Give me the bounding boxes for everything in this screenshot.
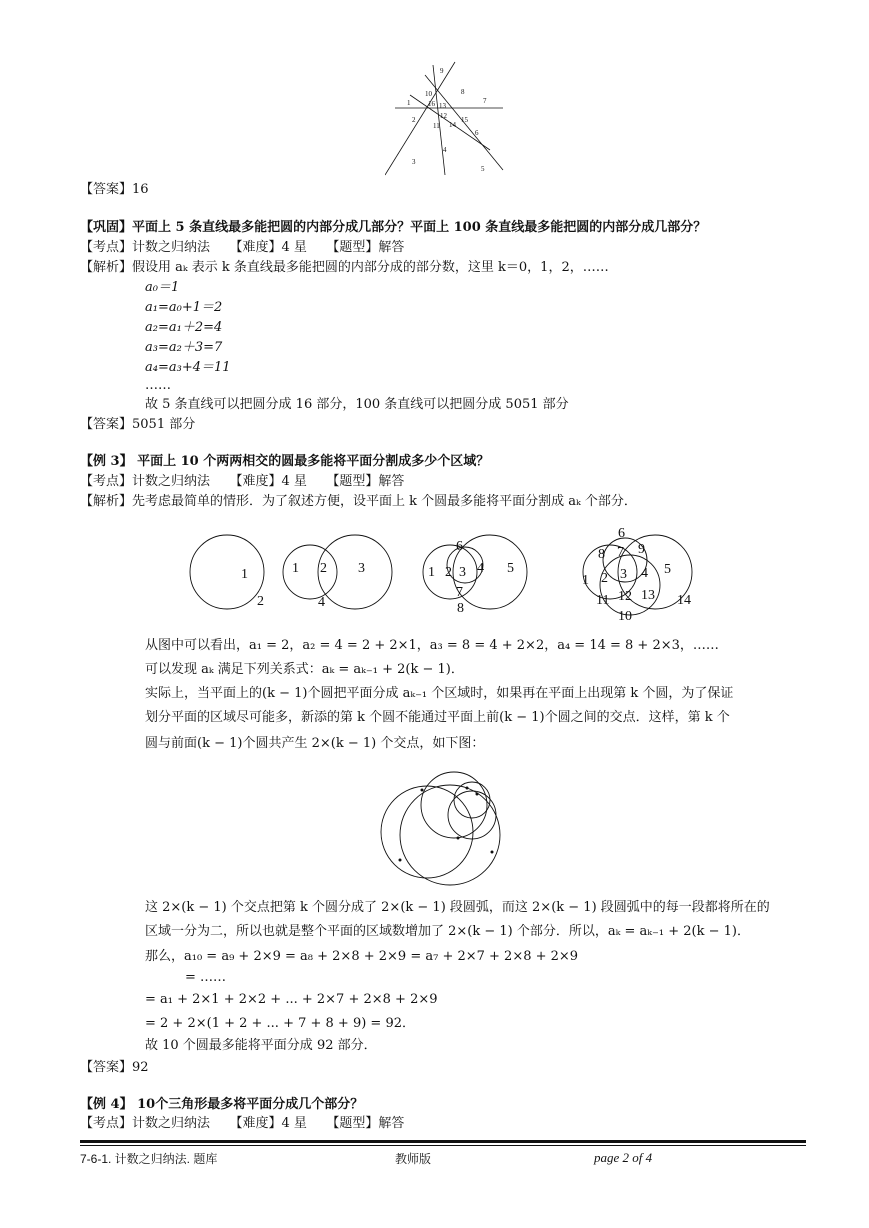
- intersecting-circles-figure: [372, 760, 507, 890]
- consolidate-title: 【巩固】平面上 5 条直线最多能把圆的内部分成几部分？平面上 100 条直线最多能把圆的内部分成几部分？: [80, 220, 707, 235]
- region-label: 8: [461, 88, 465, 96]
- text-line: 区域一分为二，所以也就是整个平面的区域数增加了 2×(k − 1) 个部分．所以，aₖ = aₖ₋₁ + 2(k − 1)．: [145, 924, 750, 939]
- circle-label: 3: [620, 567, 627, 582]
- region-label: 9: [440, 67, 444, 75]
- circle-label: 5: [664, 562, 671, 577]
- example3-meta: 【考点】计数之归纳法 【难度】4 星 【题型】解答: [80, 474, 405, 489]
- footer-left: 7-6-1. 计数之归纳法. 题库: [80, 1152, 218, 1166]
- circle-label: 2: [601, 571, 608, 586]
- text-line: 故 10 个圆最多能将平面分成 92 部分．: [145, 1038, 377, 1053]
- step-line: a₄=a₃+4＝11: [145, 360, 231, 375]
- circle-label: 10: [618, 609, 632, 624]
- region-label: 14: [449, 121, 456, 129]
- text-line: 划分平面的区域尽可能多，新添的第 k 个圆不能通过平面上前(k − 1)个圆之间的交点．这样，第 k 个: [145, 710, 730, 725]
- circle-label: 8: [457, 601, 464, 616]
- text-line: 从图中可以看出，a₁ = 2，a₂ = 4 = 2 + 2×1，a₃ = 8 = 4 + 2×2，a₄ = 14 = 8 + 2×3，……: [145, 638, 719, 653]
- circle-label: 3: [459, 565, 466, 580]
- consolidate-meta: 【考点】计数之归纳法 【难度】4 星 【题型】解答: [80, 240, 405, 255]
- footer-rule: [80, 1140, 806, 1143]
- circle-label: 11: [596, 593, 610, 608]
- example3-answer: 【答案】92: [80, 1060, 149, 1075]
- circle-label: 14: [677, 593, 691, 608]
- region-label: 12: [440, 112, 447, 120]
- circle-label: 4: [477, 561, 484, 576]
- circle-label: 6: [456, 539, 463, 554]
- region-label: 16: [428, 100, 435, 108]
- text-line: = a₁ + 2×1 + 2×2 + ... + 2×7 + 2×8 + 2×9: [145, 992, 438, 1007]
- example4-meta: 【考点】计数之归纳法 【难度】4 星 【题型】解答: [80, 1116, 405, 1131]
- text-line: 这 2×(k − 1) 个交点把第 k 个圆分成了 2×(k − 1) 段圆弧，而这 2×(k − 1) 段圆弧中的每一段都将所在的: [145, 900, 770, 915]
- region-label: 3: [412, 158, 416, 166]
- circle-label: 3: [358, 561, 365, 576]
- footer-page-number: page 2 of 4: [594, 1150, 653, 1165]
- text-line: 可以发现 aₖ 满足下列关系式：aₖ = aₖ₋₁ + 2(k − 1)．: [145, 662, 464, 677]
- circles-figure: [185, 520, 705, 630]
- step-line: ……: [145, 378, 171, 393]
- step-line: a₂=a₁＋2=4: [145, 320, 223, 335]
- circle-label: 2: [445, 565, 452, 580]
- circle-label: 5: [507, 561, 514, 576]
- consolidate-conclusion: 故 5 条直线可以把圆分成 16 部分，100 条直线可以把圆分成 5051 部分: [145, 397, 569, 412]
- text-line: 实际上，当平面上的(k − 1)个圆把平面分成 aₖ₋₁ 个区域时，如果再在平面上出现第 k 个圆，为了保证: [145, 686, 734, 701]
- text-line: 那么，a₁₀ = a₉ + 2×9 = a₈ + 2×8 + 2×9 = a₇ + 2×7 + 2×8 + 2×9: [145, 949, 579, 964]
- circle-label: 13: [641, 588, 655, 603]
- circle-label: 1: [292, 561, 299, 576]
- circle-label: 4: [641, 566, 648, 581]
- region-label: 6: [475, 129, 479, 137]
- circle-label: 12: [618, 589, 632, 604]
- consolidate-answer: 【答案】5051 部分: [80, 417, 196, 432]
- circle-label: 2: [320, 561, 327, 576]
- region-label: 1: [407, 99, 411, 107]
- answer-line: 【答案】16: [80, 182, 149, 197]
- circle-label: 2: [257, 594, 264, 609]
- circle-label: 1: [428, 565, 435, 580]
- footer-center: 教师版: [395, 1152, 432, 1166]
- region-label: 7: [483, 97, 487, 105]
- circle-label: 6: [618, 526, 625, 541]
- region-label: 15: [461, 116, 468, 124]
- consolidate-analysis: 【解析】假设用 aₖ 表示 k 条直线最多能把圆的内部分成的部分数，这里 k＝0，1，2，……: [80, 260, 609, 275]
- circle-label: 7: [456, 585, 463, 600]
- circle-label: 1: [241, 567, 248, 582]
- example4-title: 【例 4】 10个三角形最多将平面分成几个部分？: [80, 1097, 364, 1112]
- circle-label: 9: [638, 542, 645, 557]
- region-label: 10: [425, 90, 432, 98]
- region-label: 13: [439, 102, 446, 110]
- circle-label: 7: [617, 545, 624, 560]
- circle-label: 1: [582, 573, 589, 588]
- circle-label: 4: [318, 595, 325, 610]
- region-label: 11: [433, 122, 440, 130]
- step-line: a₁=a₀+1＝2: [145, 300, 223, 315]
- example3-title: 【例 3】 平面上 10 个两两相交的圆最多能将平面分割成多少个区域？: [80, 454, 490, 469]
- example3-analysis: 【解析】先考虑最简单的情形．为了叙述方便，设平面上 k 个圆最多能将平面分割成 aₖ 个部分．: [80, 494, 637, 509]
- region-label: 2: [412, 116, 416, 124]
- region-label: 5: [481, 165, 485, 173]
- circle-label: 8: [598, 547, 605, 562]
- text-line: = 2 + 2×(1 + 2 + ... + 7 + 8 + 9) = 92．: [145, 1016, 415, 1031]
- footer-rule: [80, 1145, 806, 1146]
- step-line: a₀＝1: [145, 280, 180, 295]
- lines-figure: [385, 60, 505, 180]
- text-line: = ……: [185, 970, 227, 985]
- region-label: 4: [443, 146, 447, 154]
- step-line: a₃=a₂＋3=7: [145, 340, 223, 355]
- text-line: 圆与前面(k − 1)个圆共产生 2×(k − 1) 个交点，如下图：: [145, 736, 485, 751]
